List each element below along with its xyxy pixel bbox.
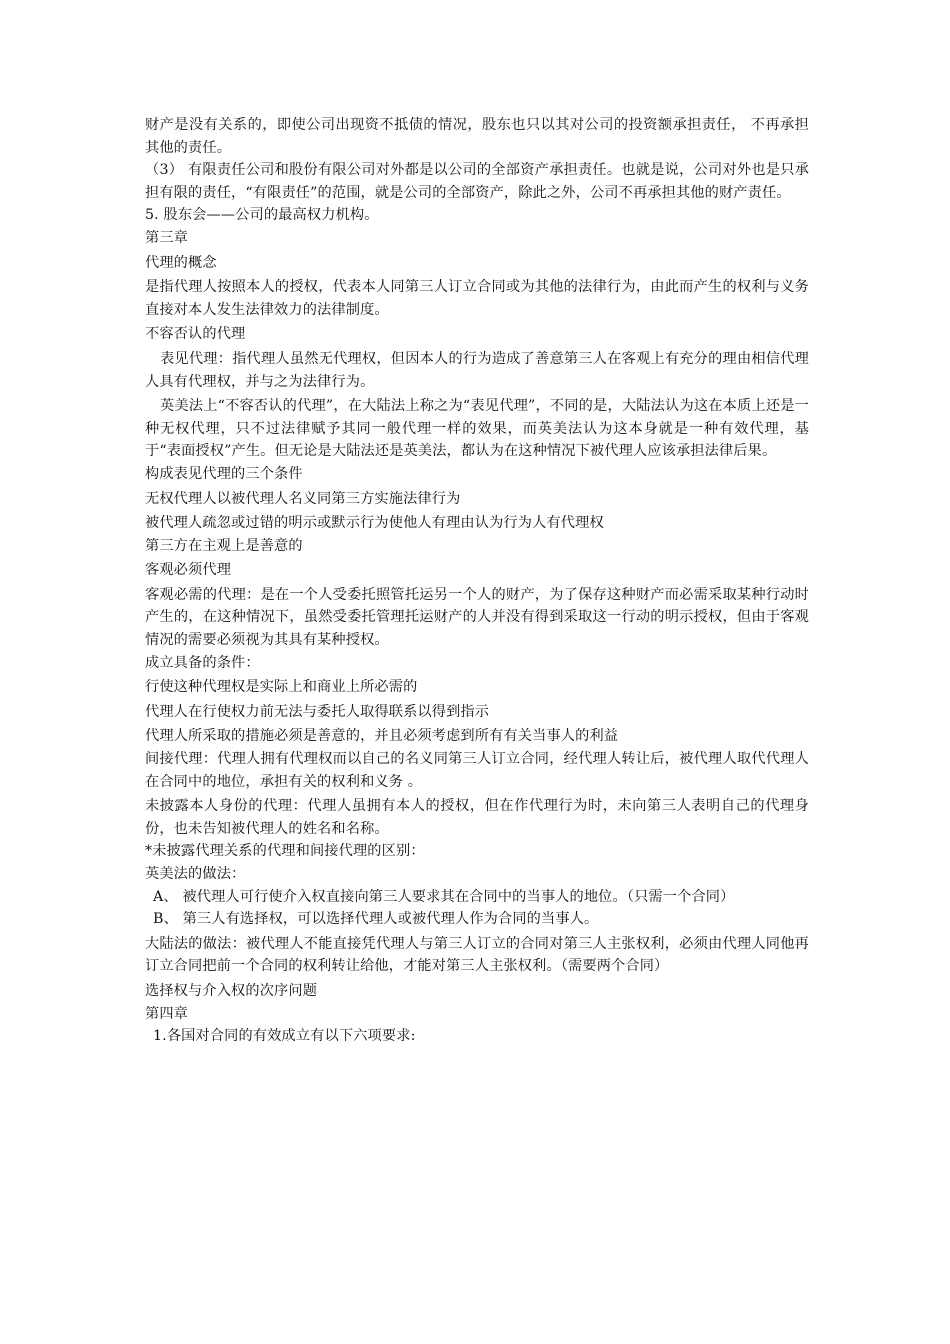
heading-agency-by-estoppel: 不容否认的代理 [145, 326, 246, 343]
condition-item: 代理人在行使权力前无法与委托人取得联系以得到指示 [145, 703, 490, 720]
list-item-a: A、 被代理人可行使介入权直接向第三人要求其在合同中的当事人的地位。（只需一个合同） [153, 888, 735, 905]
paragraph-agency-definition: 是指代理人按照本人的授权，代表本人同第三人订立合同或为其他的法律行为，由此而产生的权利与义务直接对本人发生法律效力的法律制度。 [145, 279, 809, 318]
condition-item: 行使这种代理权是实际上和商业上所必需的 [145, 679, 418, 696]
condition-item: 无权代理人以被代理人名义同第三方实施法律行为 [145, 490, 461, 507]
condition-item: 代理人所采取的措施必须是善意的，并且必须考虑到所有有关当事人的利益 [145, 728, 619, 745]
paragraph-contract-requirements: 1.各国对合同的有效成立有以下六项要求: [153, 1028, 416, 1045]
heading-three-conditions: 构成表见代理的三个条件 [145, 465, 303, 482]
paragraph-company-liability: （3） 有限责任公司和股份有限公司对外都是以公司的全部资产承担责任。也就是说，公司对外也是只承担有限的责任，“有限责任”的范围，就是公司的全部资产，除此之外，公司不再承担其他的财产责任。 [145, 162, 809, 201]
paragraph-common-vs-civil-law: 英美法上“不容否认的代理”，在大陆法上称之为“表见代理”，不同的是，大陆法认为这在本质上还是一种无权代理，只不过法律赋予其同一般代理一样的效果，而英美法认为这本身就是一种有效代理，基于“表面授权”产生。但无论是大陆法还是英美法，都认为在这种情况下被代理人应该承担法律后果。 [145, 398, 809, 460]
list-item-b: B、 第三人有选择权，可以选择代理人或被代理人作为合同的当事人。 [153, 911, 599, 928]
heading-election-intervention-order: 选择权与介入权的次序问题 [145, 982, 318, 999]
paragraph-indirect-agency: 间接代理：代理人拥有代理权而以自己的名义同第三人订立合同，经代理人转让后，被代理人取代代理人在合同中的地位，承担有关的权利和义务 。 [145, 751, 809, 790]
heading-agency-of-necessity: 客观必须代理 [145, 562, 232, 579]
condition-item: 第三方在主观上是善意的 [145, 537, 303, 554]
heading-difference: *未披露代理关系的代理和间接代理的区别： [145, 843, 425, 860]
heading-establishment-conditions: 成立具备的条件： [145, 654, 260, 671]
heading-agency-concept: 代理的概念 [145, 254, 217, 271]
paragraph-shareholders-meeting: 5. 股东会——公司的最高权力机构。 [145, 207, 379, 224]
paragraph-civil-law-approach: 大陆法的做法：被代理人不能直接凭代理人与第三人订立的合同对第三人主张权利，必须由代理人同他再订立合同把前一个合同的权利转让给他，才能对第三人主张权利。（需要两个合同） [145, 935, 809, 975]
chapter-heading-3: 第三章 [145, 229, 189, 246]
paragraph-apparent-agency: 表见代理：指代理人虽然无代理权，但因本人的行为造成了善意第三人在客观上有充分的理由相信代理人具有代理权，并与之为法律行为。 [145, 350, 809, 390]
document-page [145, 114, 809, 1048]
paragraph-agency-of-necessity: 客观必需的代理：是在一个人受委托照管托运另一个人的财产，为了保存这种财产而必需采取某种行动时产生的，在这种情况下，虽然受委托管理托运财产的人并没有得到采取这一行动的明示授权，但由于客观情况的需要必须视为其具有某种授权。 [145, 586, 809, 649]
paragraph-undisclosed-principal: 未披露本人身份的代理：代理人虽拥有本人的授权，但在作代理行为时，未向第三人表明自己的代理身份，也未告知被代理人的姓名和名称。 [145, 798, 809, 837]
condition-item: 被代理人疏忽或过错的明示或默示行为使他人有理由认为行为人有代理权 [145, 515, 604, 532]
heading-common-law-approach: 英美法的做法： [145, 866, 246, 882]
paragraph-shareholder-liability: 财产是没有关系的，即使公司出现资不抵债的情况，股东也只以其对公司的投资额承担责任， 不再承担其他的责任。 [145, 117, 809, 156]
chapter-heading-4: 第四章 [145, 1005, 189, 1022]
